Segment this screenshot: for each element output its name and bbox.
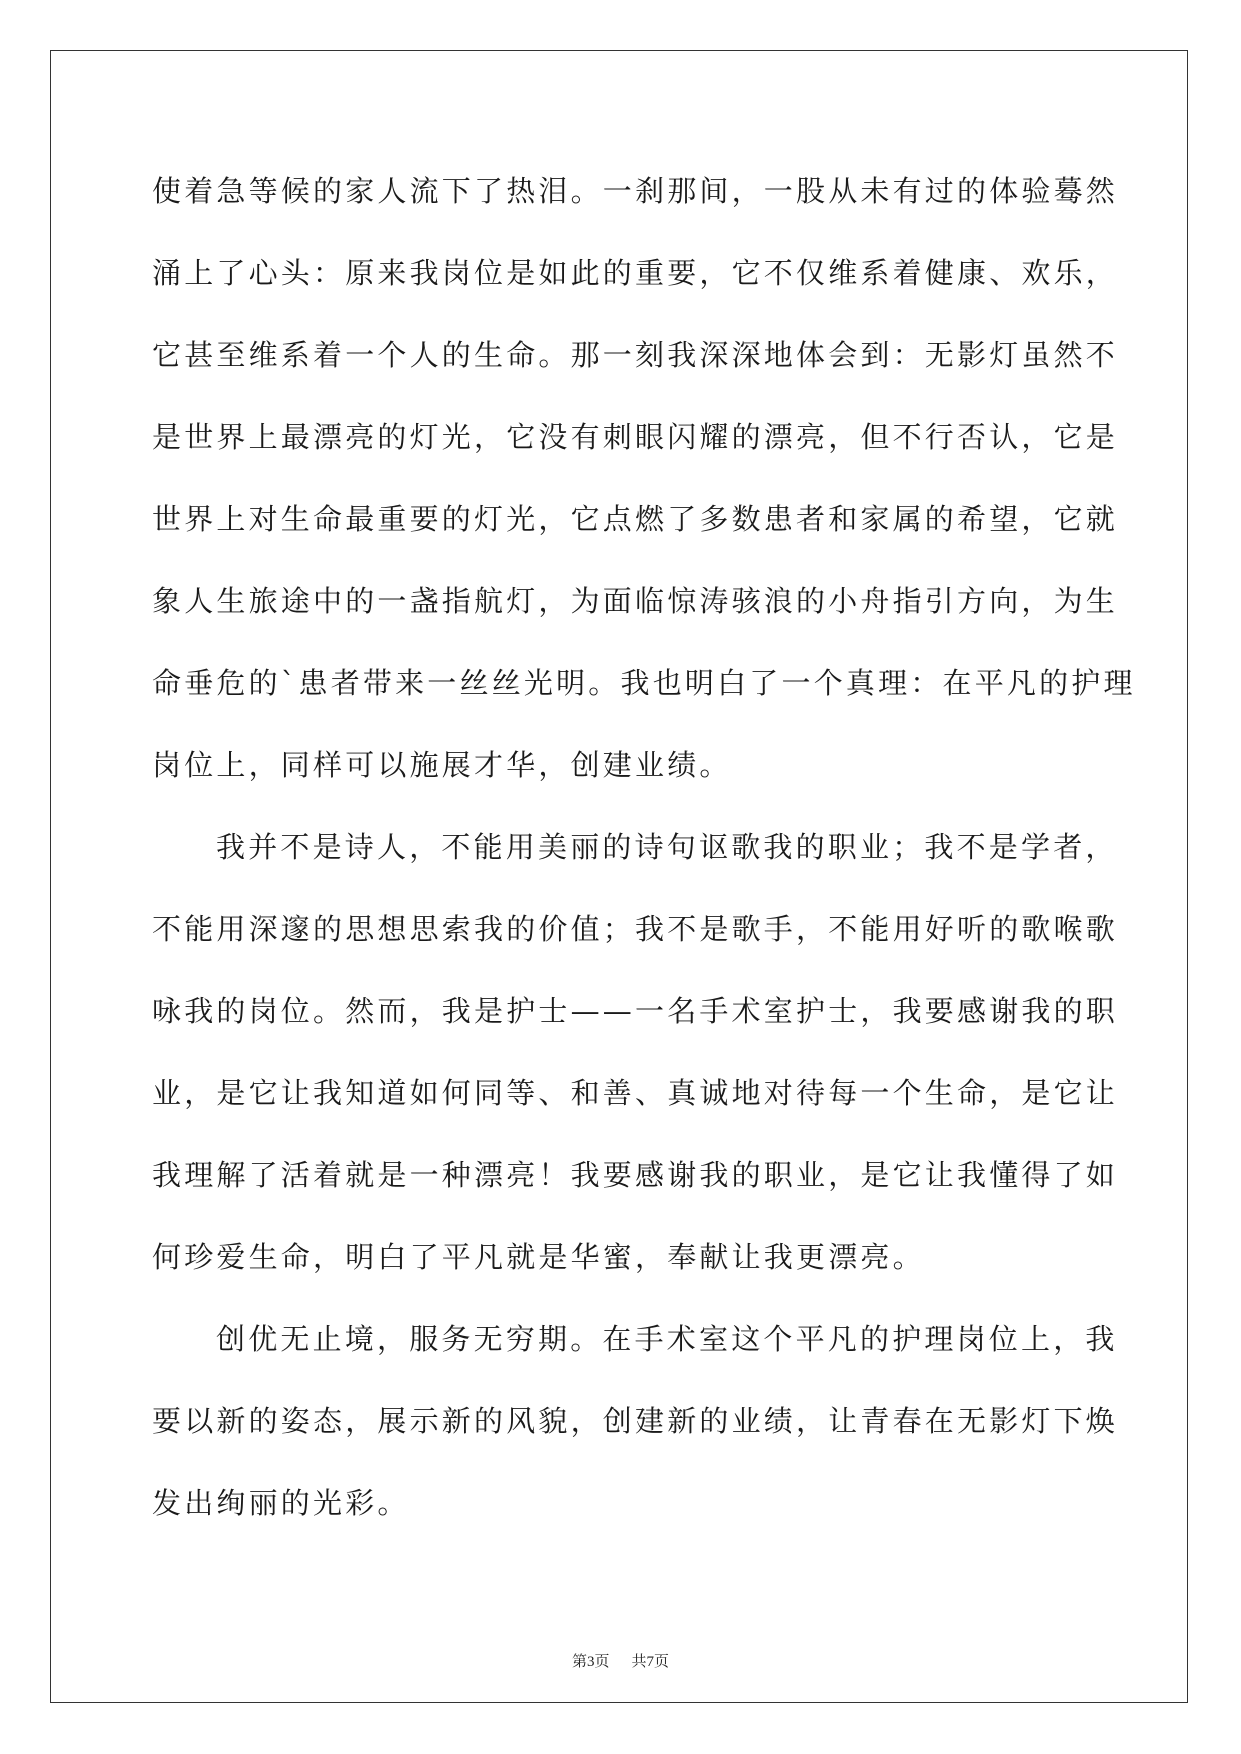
text-line: 它甚至维系着一个人的生命。那一刻我深深地体会到：无影灯虽然不 (152, 338, 1119, 372)
page-number: 第3页 (571, 1654, 610, 1670)
text-line: 业，是它让我知道如何同等、和善、真诚地对待每一个生命，是它让 (152, 1076, 1119, 1110)
text-line: 象人生旅途中的一盏指航灯，为面临惊涛骇浪的小舟指引方向，为生 (152, 584, 1119, 618)
text-line: 我理解了活着就是一种漂亮！我要感谢我的职业，是它让我懂得了如 (152, 1158, 1119, 1192)
text-line: 是世界上最漂亮的灯光，它没有刺眼闪耀的漂亮，但不行否认，它是 (152, 420, 1119, 454)
document-body (152, 160, 1136, 1554)
text-line: 涌上了心头：原来我岗位是如此的重要，它不仅维系着健康、欢乐， (152, 256, 1119, 290)
text-line: 发出绚丽的光彩。 (152, 1486, 410, 1520)
text-line: 咏我的岗位。然而，我是护士——一名手术室护士，我要感谢我的职 (152, 994, 1119, 1028)
text-line: 命垂危的`患者带来一丝丝光明。我也明白了一个真理：在平凡的护理 (152, 666, 1136, 700)
page-footer (0, 1652, 1241, 1672)
text-line: 不能用深邃的思想思索我的价值；我不是歌手，不能用好听的歌喉歌 (152, 912, 1119, 946)
paragraph-start-line: 创优无止境，服务无穷期。在手术室这个平凡的护理岗位上，我 (216, 1322, 1118, 1356)
text-line: 岗位上，同样可以施展才华，创建业绩。 (152, 748, 732, 782)
paragraph-start-line: 我并不是诗人，不能用美丽的诗句讴歌我的职业；我不是学者， (216, 830, 1118, 864)
text-line: 何珍爱生命，明白了平凡就是华蜜，奉献让我更漂亮。 (152, 1240, 925, 1274)
total-pages: 共7页 (631, 1654, 670, 1670)
text-line: 要以新的姿态，展示新的风貌，创建新的业绩，让青春在无影灯下焕 (152, 1404, 1119, 1438)
text-line: 使着急等候的家人流下了热泪。一刹那间，一股从未有过的体验蓦然 (152, 174, 1119, 208)
text-line: 世界上对生命最重要的灯光，它点燃了多数患者和家属的希望，它就 (152, 502, 1119, 536)
